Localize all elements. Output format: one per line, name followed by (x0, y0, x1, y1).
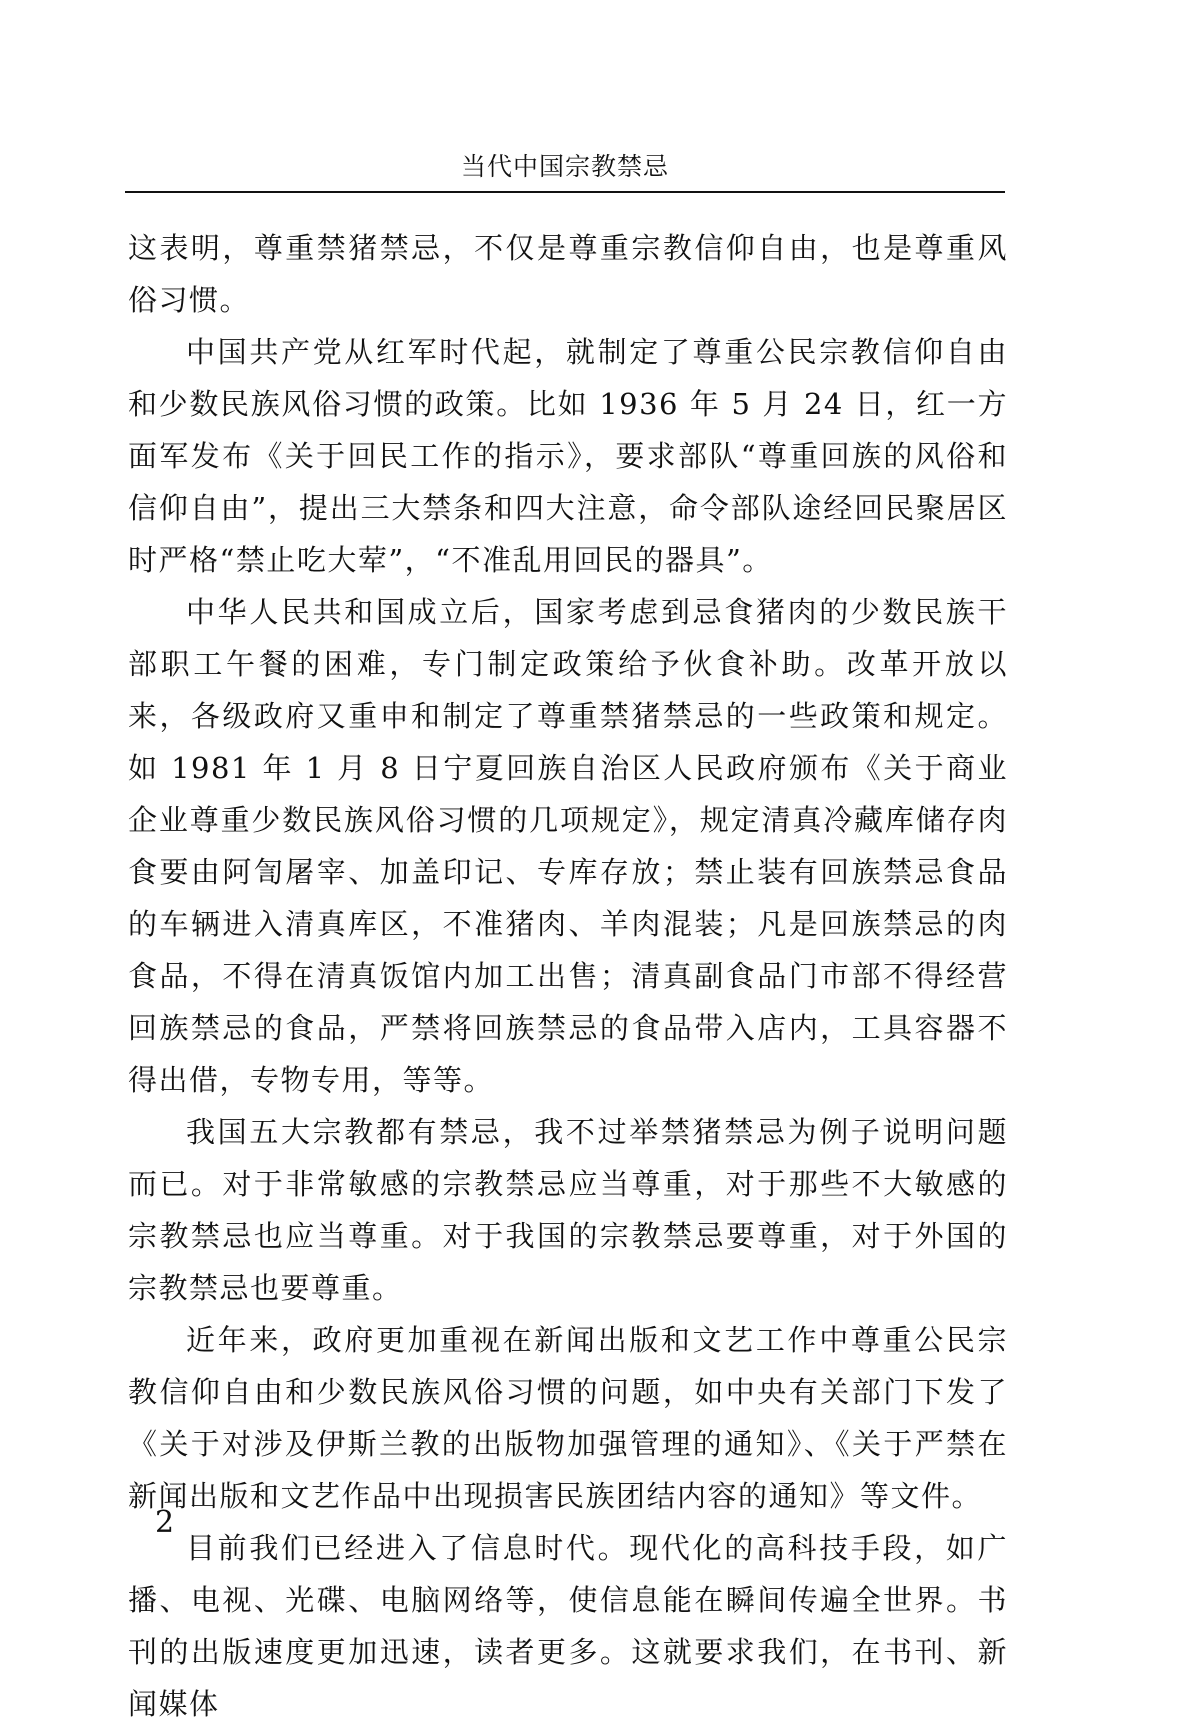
paragraph-continued: 这表明，尊重禁猪禁忌，不仅是尊重宗教信仰自由，也是尊重风俗习惯。 (128, 231, 1008, 317)
running-header-title: 当代中国宗教禁忌 (460, 152, 669, 181)
paragraph: 中国共产党从红军时代起，就制定了尊重公民宗教信仰自由和少数民族风俗习惯的政策。比如 1936 年 5 月 24 日，红一方面军发布《关于回民工作的指示》，要求部队“尊重回族的风俗和信仰自由”，提出三大禁条和四大注意，命令部队途经回民聚居区时严格“禁止吃大荤”，“不准乱用回民的器具”。 (128, 335, 1008, 577)
body-text (128, 222, 1008, 1730)
paragraph: 中华人民共和国成立后，国家考虑到忌食猪肉的少数民族干部职工午餐的困难，专门制定政策给予伙食补助。改革开放以来，各级政府又重申和制定了尊重禁猪禁忌的一些政策和规定。如 1981 年 1 月 8 日宁夏回族自治区人民政府颁布《关于商业企业尊重少数民族风俗习惯的几项规定》，规定清真冷藏库储存肉食要由阿訇屠宰、加盖印记、专库存放；禁止装有回族禁忌食品的车辆进入清真库区，不准猪肉、羊肉混装；凡是回族禁忌的肉食品，不得在清真饭馆内加工出售；清真副食品门市部不得经营回族禁忌的食品，严禁将回族禁忌的食品带入店内，工具容器不得出借，专物专用，等等。 (128, 595, 1008, 1097)
page-number: 2 (155, 1505, 175, 1540)
paragraph: 近年来，政府更加重视在新闻出版和文艺工作中尊重公民宗教信仰自由和少数民族风俗习惯的问题，如中央有关部门下发了《关于对涉及伊斯兰教的出版物加强管理的通知》、《关于严禁在新闻出版和文艺作品中出现损害民族团结内容的通知》等文件。 (128, 1323, 1008, 1513)
paragraph: 目前我们已经进入了信息时代。现代化的高科技手段，如广播、电视、光碟、电脑网络等，使信息能在瞬间传遍全世界。书刊的出版速度更加迅速，读者更多。这就要求我们，在书刊、新闻媒体 (128, 1531, 1008, 1721)
header-divider (125, 191, 1005, 193)
paragraph: 我国五大宗教都有禁忌，我不过举禁猪禁忌为例子说明问题而已。对于非常敏感的宗教禁忌应当尊重，对于那些不大敏感的宗教禁忌也应当尊重。对于我国的宗教禁忌要尊重，对于外国的宗教禁忌也要尊重。 (128, 1115, 1008, 1305)
